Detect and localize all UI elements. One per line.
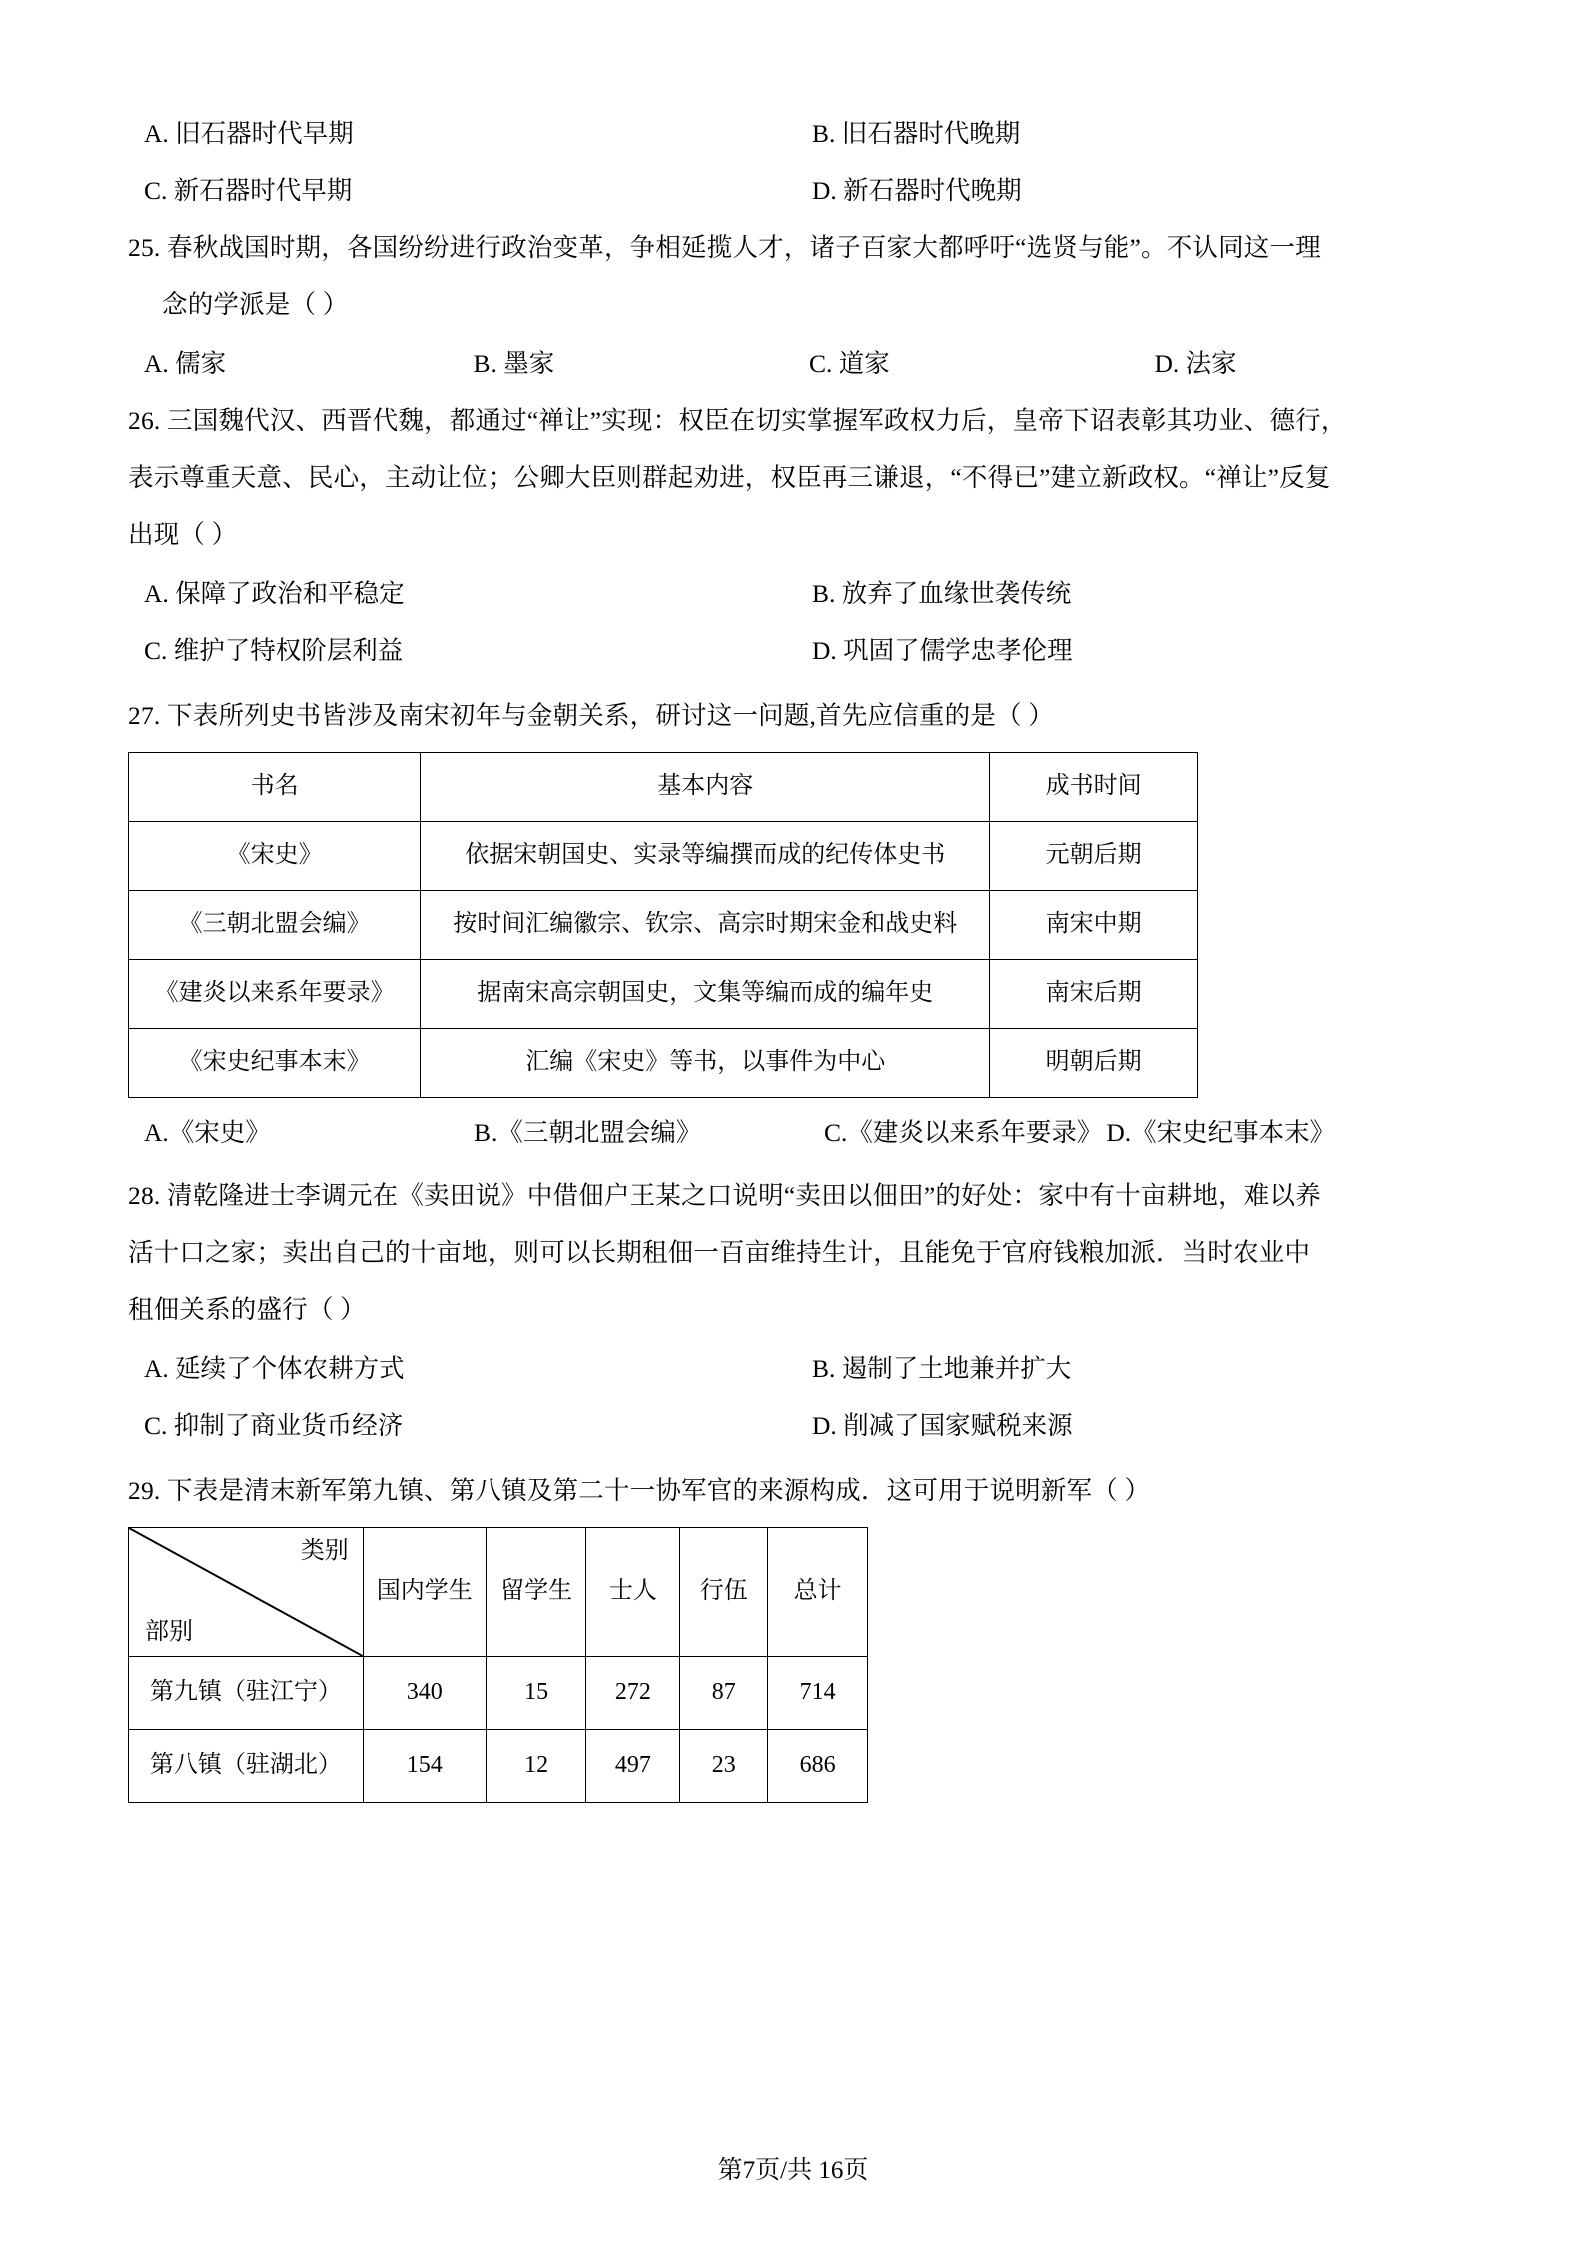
cell-scholars: 272 [586, 1657, 680, 1730]
question-28-stem-line-3: 租佃关系的盛行（ ） [128, 1295, 366, 1324]
q26-option-d: D. 巩固了儒学忠孝伦理 [812, 636, 1073, 665]
header-category-label: 类别 [300, 1538, 349, 1564]
question-29-stem [128, 1462, 1458, 1519]
cell-content: 汇编《宋史》等书，以事件为中心 [421, 1029, 990, 1098]
q28-option-a: A. 延续了个体农耕方式 [144, 1354, 405, 1383]
q27-option-b: B.《三朝北盟会编》 [474, 1118, 702, 1147]
question-28-options-row-1 [128, 1340, 1458, 1397]
q27-option-a: A.《宋史》 [144, 1118, 271, 1147]
header-domestic-students: 国内学生 [363, 1528, 486, 1657]
question-26-stem-line-3: 出现（ ） [128, 520, 238, 549]
question-28-options-row-2 [128, 1397, 1458, 1454]
header-book-name: 书名 [129, 753, 421, 822]
table-row [129, 1657, 868, 1730]
q26-option-b: B. 放弃了血缘世袭传统 [812, 579, 1072, 608]
header-scholars: 士人 [586, 1528, 680, 1657]
q28-option-d: D. 削减了国家赋税来源 [812, 1411, 1073, 1440]
header-overseas-students: 留学生 [486, 1528, 586, 1657]
question-26-stem-line-2: 表示尊重天意、民心，主动让位；公卿大臣则群起劝进，权臣再三谦退，“不得已”建立新政权。“禅让”反复 [128, 463, 1331, 492]
question-24-options-row-2 [128, 162, 1458, 219]
cell-book-name: 《宋史纪事本末》 [129, 1029, 421, 1098]
question-26-options-row-2 [128, 622, 1458, 679]
q25-option-d: D. 法家 [1154, 349, 1237, 378]
question-24-options-row-1 [128, 105, 1458, 162]
question-29-table [128, 1527, 868, 1803]
header-unit-label: 部别 [145, 1618, 193, 1645]
q28-option-b: B. 遏制了土地兼并扩大 [812, 1354, 1072, 1383]
cell-ranks: 23 [680, 1730, 768, 1803]
q25-option-c: C. 道家 [809, 349, 890, 378]
q24-option-d: D. 新石器时代晚期 [812, 176, 1022, 205]
q25-option-b: B. 墨家 [473, 349, 555, 378]
question-28-stem-line-1: 28. 清乾隆进士李调元在《卖田说》中借佃户王某之口说明“卖田以佃田”的好处：家中有十亩耕地，难以养 [128, 1181, 1321, 1210]
question-26-stem-line-1: 26. 三国魏代汉、西晋代魏，都通过“禅让”实现：权臣在切实掌握军政权力后，皇帝下诏表彰其功业、德行， [128, 406, 1347, 435]
cell-date: 南宋中期 [990, 891, 1198, 960]
question-28-stem-line-2: 活十口之家；卖出自己的十亩地，则可以长期租佃一百亩维持生计，且能免于官府钱粮加派．当时农业中 [128, 1238, 1311, 1267]
question-29-stem-text: 29. 下表是清末新军第九镇、第八镇及第二十一协军官的来源构成．这可用于说明新军（ ） [128, 1476, 1151, 1505]
cell-date: 南宋后期 [990, 960, 1198, 1029]
cell-unit-name: 第八镇（驻湖北） [129, 1730, 364, 1803]
q24-option-b: B. 旧石器时代晚期 [812, 119, 1021, 148]
cell-book-name: 《建炎以来系年要录》 [129, 960, 421, 1029]
question-26-options-row-1 [128, 565, 1458, 622]
cell-date: 元朝后期 [990, 822, 1198, 891]
header-ranks: 行伍 [680, 1528, 768, 1657]
question-25-options [128, 335, 1458, 392]
question-27-table [128, 752, 1198, 1098]
q27-option-d: D.《宋史纪事本末》 [1106, 1118, 1336, 1147]
page-number: 第7页/共 16页 [717, 2157, 869, 2184]
q26-option-c: C. 维护了特权阶层利益 [144, 636, 404, 665]
page-footer [0, 2150, 1586, 2186]
q24-option-a: A. 旧石器时代早期 [144, 119, 354, 148]
cell-overseas-students: 12 [486, 1730, 586, 1803]
cell-scholars: 497 [586, 1730, 680, 1803]
table-row [129, 822, 1198, 891]
table-header-row [129, 753, 1198, 822]
question-27-stem [128, 687, 1458, 744]
question-27-stem-text: 27. 下表所列史书皆涉及南宋初年与金朝关系，研讨这一问题,首先应信重的是（ ） [128, 701, 1055, 730]
table-row [129, 1029, 1198, 1098]
header-total: 总计 [768, 1528, 868, 1657]
cell-book-name: 《宋史》 [129, 822, 421, 891]
q25-option-a: A. 儒家 [144, 349, 227, 378]
question-28-stem [128, 1167, 1458, 1338]
cell-unit-name: 第九镇（驻江宁） [129, 1657, 364, 1730]
table-row [129, 960, 1198, 1029]
cell-domestic-students: 340 [363, 1657, 486, 1730]
q26-option-a: A. 保障了政治和平稳定 [144, 579, 405, 608]
question-25-stem-line-1: 25. 春秋战国时期，各国纷纷进行政治变革，争相延揽人才，诸子百家大都呼吁“选贤与能”。不认同这一理 [128, 233, 1321, 262]
table-header-row [129, 1528, 868, 1657]
table-row [129, 891, 1198, 960]
cell-book-name: 《三朝北盟会编》 [129, 891, 421, 960]
q27-option-c: C.《建炎以来系年要录》 [824, 1118, 1103, 1147]
cell-content: 依据宋朝国史、实录等编撰而成的纪传体史书 [421, 822, 990, 891]
header-date: 成书时间 [990, 753, 1198, 822]
header-corner-cell [129, 1528, 364, 1657]
cell-domestic-students: 154 [363, 1730, 486, 1803]
question-27-options [128, 1104, 1458, 1161]
cell-content: 据南宋高宗朝国史，文集等编而成的编年史 [421, 960, 990, 1029]
cell-total: 686 [768, 1730, 868, 1803]
q28-option-c: C. 抑制了商业货币经济 [144, 1411, 404, 1440]
question-25-stem [128, 219, 1458, 333]
cell-overseas-students: 15 [486, 1657, 586, 1730]
table-row [129, 1730, 868, 1803]
question-26-stem [128, 392, 1458, 563]
cell-total: 714 [768, 1657, 868, 1730]
question-25-stem-line-2: 念的学派是（ ） [162, 290, 349, 319]
header-content: 基本内容 [421, 753, 990, 822]
cell-content: 按时间汇编徽宗、钦宗、高宗时期宋金和战史料 [421, 891, 990, 960]
q24-option-c: C. 新石器时代早期 [144, 176, 353, 205]
cell-ranks: 87 [680, 1657, 768, 1730]
cell-date: 明朝后期 [990, 1029, 1198, 1098]
